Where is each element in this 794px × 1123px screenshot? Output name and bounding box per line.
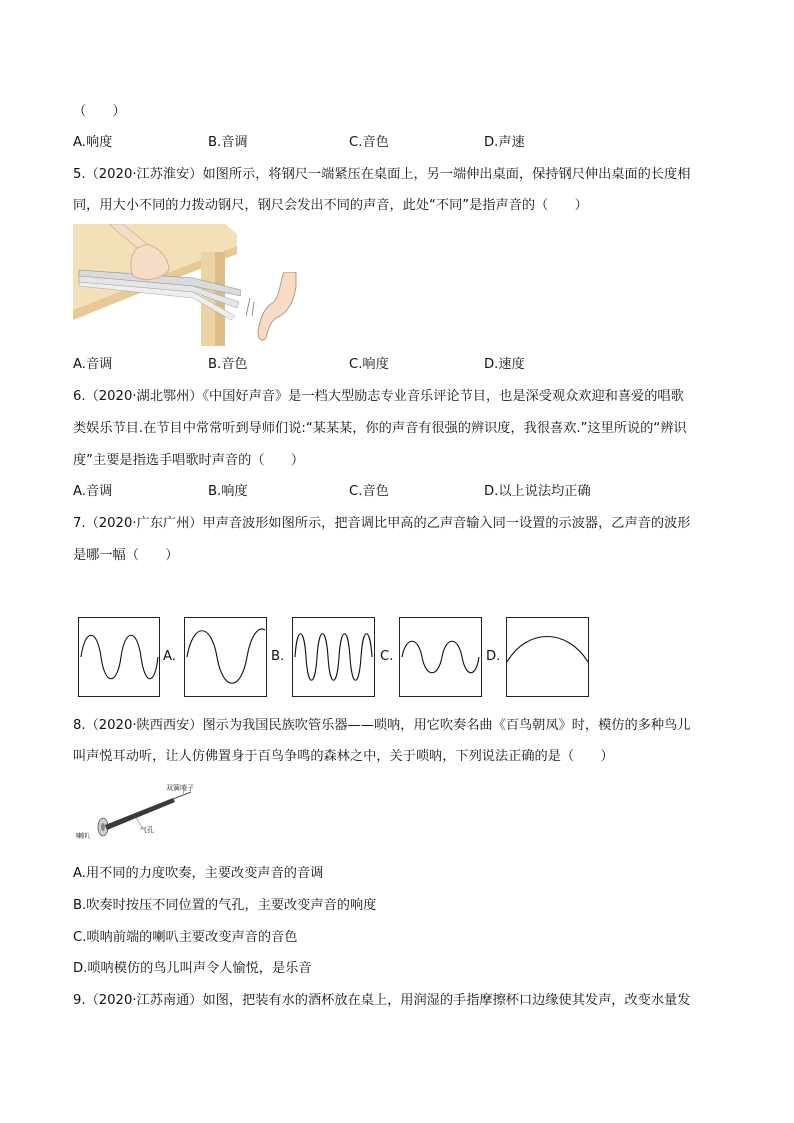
q6-option-b: B.响度 [208, 484, 248, 499]
q4-option-b: B.音调 [208, 135, 248, 150]
q5-option-d: D.速度 [484, 357, 525, 372]
q8-option-d: D.唢呐模仿的鸟儿叫声令人愉悦，是乐音 [73, 961, 312, 976]
waveform-d [506, 617, 589, 697]
q7-label-b: B. [271, 649, 285, 664]
ruler-on-table-figure [73, 224, 241, 346]
q4-answer-paren: （ ） [73, 104, 126, 119]
q8-option-c: C.唢呐前端的喇叭主要改变声音的音色 [73, 930, 298, 945]
q4-option-c: C.音色 [349, 135, 389, 150]
q5-stem-line1: 5.（2020·江苏淮安）如图所示，将钢尺一端紧压在桌面上，另一端伸出桌面，保持钢尺伸出桌面的长度相 [73, 167, 691, 182]
q7-stem-line2: 是哪一幅（ ） [73, 548, 179, 563]
q6-option-d: D.以上说法均正确 [484, 484, 591, 499]
q6-option-c: C.音色 [349, 484, 389, 499]
q8-option-b: B.吹奏时按压不同位置的气孔，主要改变声音的响度 [73, 898, 377, 913]
suona-label-holes: 气孔 [140, 826, 154, 834]
q7-stem-line1: 7.（2020·广东广州）甲声音波形如图所示，把音调比甲高的乙声音输入同一设置的示波器，乙声音的波形 [73, 516, 691, 531]
q4-option-d: D.声速 [484, 135, 525, 150]
waveform-c [399, 617, 482, 697]
q9-stem-line1: 9.（2020·江苏南通）如图，把装有水的酒杯放在桌上，用润湿的手指摩擦杯口边缘使其发声，改变水量发 [73, 993, 691, 1008]
q7-label-d: D. [486, 649, 501, 664]
plucking-finger-figure [246, 272, 298, 344]
q6-stem-line3: 度”主要是指选手唱歌时声音的（ ） [73, 453, 305, 468]
suona-label-bell: 喇叭 [76, 832, 90, 840]
q6-stem-line1: 6.（2020·湖北鄂州）《中国好声音》是一档大型励志专业音乐评论节目，也是深受观众欢迎和喜爱的唱歌 [73, 389, 684, 404]
q7-label-a: A. [163, 649, 176, 664]
q6-option-a: A.音调 [73, 484, 113, 499]
suona-label-reed: 双簧哨子 [166, 784, 194, 792]
q5-option-a: A.音调 [73, 357, 113, 372]
waveform-a [184, 617, 267, 697]
q5-stem-line2: 同，用大小不同的力拨动钢尺，钢尺会发出不同的声音，此处“不同”是指声音的（ ） [73, 198, 588, 213]
q8-option-a: A.用不同的力度吹奏，主要改变声音的音调 [73, 866, 324, 881]
q8-stem-line2: 叫声悦耳动听，让人仿佛置身于百鸟争鸣的森林之中，关于唢呐，下列说法正确的是（ ） [73, 749, 614, 764]
waveform-b [292, 617, 375, 697]
waveform-jia [78, 617, 160, 697]
q5-option-b: B.音色 [208, 357, 248, 372]
q6-stem-line2: 类娱乐节目.在节目中常常听到导师们说:“某某某，你的声音有很强的辨识度，我很喜欢.”这里所说的“辨识 [73, 421, 687, 436]
q7-label-c: C. [380, 649, 394, 664]
q8-stem-line1: 8.（2020·陕西西安）图示为我国民族吹管乐器——唢呐，用它吹奏名曲《百鸟朝凤》时，模仿的多种鸟儿 [73, 718, 691, 733]
q4-option-a: A.响度 [73, 135, 113, 150]
q5-option-c: C.响度 [349, 357, 389, 372]
